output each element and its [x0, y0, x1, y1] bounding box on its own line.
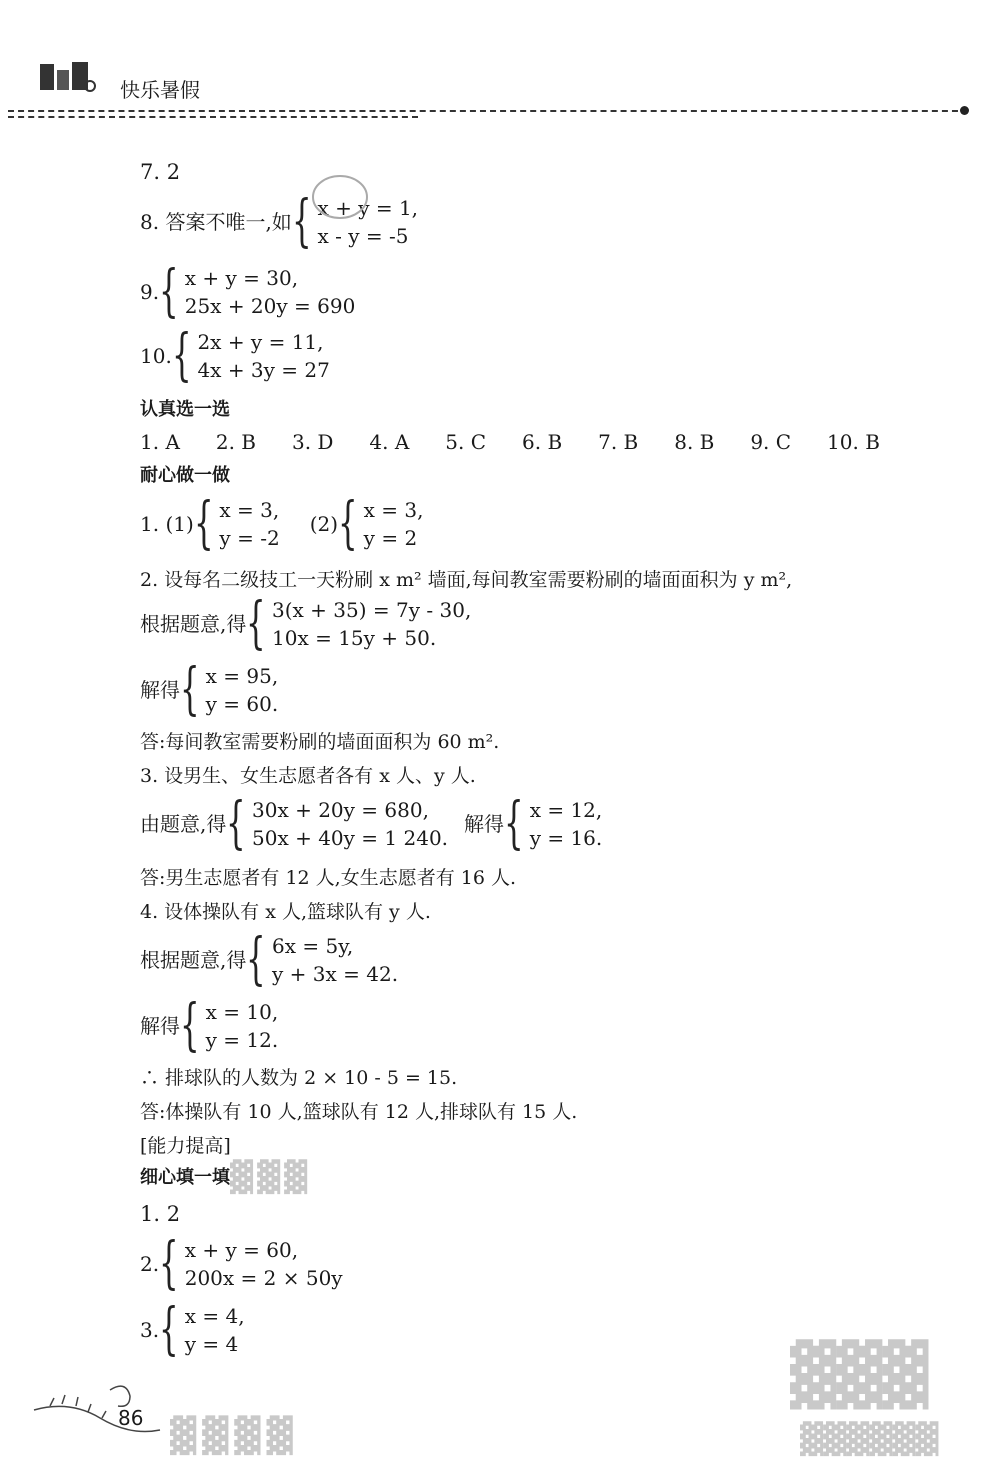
brace-icon: { [159, 259, 179, 324]
choice-answer: 5. C [445, 430, 487, 454]
answer-10-prefix: 10. [140, 344, 172, 368]
solve-2-sol-prefix: 解得 [140, 678, 180, 702]
fill-3 [140, 1297, 245, 1362]
section-title-fill: 细心填一填 [140, 1167, 230, 1188]
solve-4-answer: 答:体操队有 10 人,篮球队有 12 人,排球队有 15 人. [140, 1101, 578, 1123]
header-divider-short [8, 116, 418, 118]
solve-4-solution [140, 993, 279, 1058]
answer-8 [140, 189, 419, 254]
choice-answer: 9. C [750, 430, 792, 454]
solve-4-sol-eq2: y = 12. [205, 1028, 279, 1052]
answer-8-eq2: x - y = -5 [317, 224, 409, 248]
solve-2-eq1: 3(x + 35) = 7y - 30, [272, 598, 472, 622]
solve-4-sol-eq1: x = 10, [205, 1000, 279, 1024]
header-logo [38, 58, 98, 96]
brace-icon: { [193, 491, 214, 556]
fill-3-prefix: 3. [140, 1318, 160, 1342]
solve-1-prefix: 1. (1) [140, 512, 194, 536]
solve-3-answer: 答:男生志愿者有 12 人,女生志愿者有 16 人. [140, 867, 516, 889]
solve-1b-eq1: x = 3, [363, 498, 424, 522]
brace-icon: { [246, 591, 266, 656]
brace-icon: { [159, 1297, 179, 1362]
solve-2-system [140, 591, 472, 656]
fill-3-eq1: x = 4, [184, 1304, 245, 1328]
solve-4-system [140, 927, 399, 992]
brace-icon: { [159, 1231, 179, 1296]
solve-3-sol-eq1: x = 12, [529, 798, 603, 822]
answer-10-eq2: 4x + 3y = 27 [197, 358, 330, 382]
answer-10-eq1: 2x + y = 11, [197, 330, 324, 354]
section-title-solve: 耐心做一做 [140, 465, 230, 486]
choice-answer: 6. B [522, 430, 563, 454]
brace-icon: { [291, 189, 312, 254]
watermark-footer: ▓▓▓▓ [170, 1416, 299, 1456]
watermark-site: ▓▓▓▓▓▓ [800, 1422, 939, 1457]
solve-4-setup: 4. 设体操队有 x 人,篮球队有 y 人. [140, 901, 431, 923]
header-divider [8, 110, 968, 112]
answer-9-prefix: 9. [140, 280, 160, 304]
answer-9 [140, 259, 356, 324]
page-number: 86 [118, 1406, 144, 1430]
choice-answer: 8. B [674, 430, 715, 454]
solve-2-solution [140, 657, 279, 722]
solve-2-answer: 答:每间教室需要粉刷的墙面面积为 60 m². [140, 731, 500, 753]
brace-icon: { [171, 323, 192, 388]
brace-icon: { [246, 927, 266, 992]
choice-answer: 2. B [215, 430, 256, 454]
choice-answer: 3. D [291, 430, 334, 454]
solve-4-sol-prefix: 解得 [140, 1014, 180, 1038]
choice-answers [140, 430, 880, 454]
brace-icon: { [338, 491, 358, 556]
solve-2-prefix: 根据题意,得 [140, 612, 247, 636]
answer-7: 7. 2 [140, 160, 181, 184]
solve-4-eq1: 6x = 5y, [272, 934, 354, 958]
header-title: 快乐暑假 [120, 78, 200, 102]
answer-10 [140, 323, 330, 388]
answer-8-prefix: 8. 答案不唯一,如 [140, 210, 292, 234]
fill-2-eq2: 200x = 2 × 50y [184, 1266, 343, 1290]
solve-2-sol-eq2: y = 60. [205, 692, 279, 716]
answer-9-eq1: x + y = 30, [184, 266, 299, 290]
solve-3-sol-eq2: y = 16. [529, 826, 603, 850]
solve-3-setup: 3. 设男生、女生志愿者各有 x 人、y 人. [140, 765, 476, 787]
solve-2-sol-eq1: x = 95, [205, 664, 279, 688]
solve-3-prefix: 由题意,得 [140, 812, 227, 836]
solve-2-eq2: 10x = 15y + 50. [272, 626, 437, 650]
solve-4-eq2: y + 3x = 42. [272, 962, 399, 986]
solve-1a-eq2: y = -2 [219, 526, 280, 550]
choice-answer: 10. B [827, 430, 880, 454]
solve-3-eq1: 30x + 20y = 680, [252, 798, 429, 822]
solve-3-sol-prefix: 解得 [464, 812, 505, 836]
fill-2 [140, 1231, 343, 1296]
solve-4-therefore: ∴ 排球队的人数为 2 × 10 - 5 = 15. [140, 1067, 458, 1089]
fill-2-prefix: 2. [140, 1252, 160, 1276]
brace-icon: { [180, 993, 200, 1058]
fill-1: 1. 2 [140, 1202, 181, 1226]
solve-4-prefix: 根据题意,得 [140, 948, 247, 972]
choice-answer: 1. A [140, 430, 180, 454]
answer-8-eq1: x + y = 1, [317, 196, 419, 220]
solve-1b-eq2: y = 2 [363, 526, 418, 550]
fill-3-eq2: y = 4 [184, 1332, 239, 1356]
solve-1a-eq1: x = 3, [219, 498, 280, 522]
brace-icon: { [180, 657, 200, 722]
solve-2-setup: 2. 设每名二级技工一天粉刷 x m² 墙面,每间教室需要粉刷的墙面面积为 y m², [140, 569, 793, 591]
section-title-choose: 认真选一选 [140, 399, 230, 420]
watermark-text: ▓▓▓ [230, 1160, 312, 1195]
fill-2-eq1: x + y = 60, [184, 1238, 299, 1262]
choice-answer: 7. B [598, 430, 639, 454]
answer-9-eq2: 25x + 20y = 690 [184, 294, 356, 318]
solve-1-mid: (2) [309, 512, 339, 536]
solve-1 [140, 491, 424, 556]
choice-answer: 4. A [369, 430, 410, 454]
header-divider-dot [960, 106, 969, 115]
watermark-logo: ▓▓▓ [790, 1340, 929, 1410]
solve-3-eq2: 50x + 40y = 1 240. [252, 826, 449, 850]
solve-3-system [140, 791, 603, 856]
watermark-stamp [310, 172, 370, 226]
footer-vine-ornament [30, 1360, 170, 1440]
brace-icon: { [504, 791, 524, 856]
section-title-ability: [能力提高] [140, 1135, 231, 1157]
brace-icon: { [226, 791, 246, 856]
